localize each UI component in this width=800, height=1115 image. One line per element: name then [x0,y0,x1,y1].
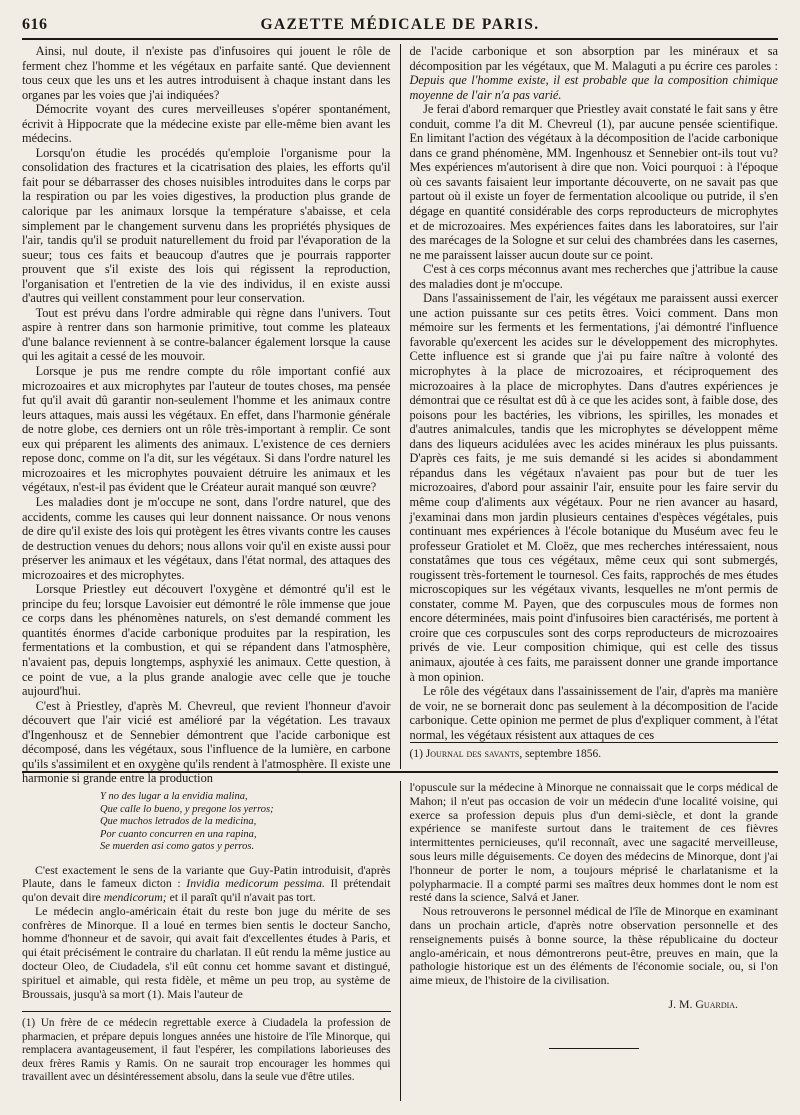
paragraph: Tout est prévu dans l'ordre admirable qui règne dans l'univers. Tout aspire à rentrer dans son harmonie primitive, tout comme les plateaux d'une balance reviennent à se contre-balancer également lorsque la cause qui les agitait a cessé de les mouvoir. [22,305,391,364]
paragraph: Je ferai d'abord remarquer que Priestley avait constaté le fait sans y être conduit, comme l'a dit M. Chevreul (1), par aucune pensée scientifique. En limitant l'action des végétaux à la décomposition de l'acide carbonique dans ce grand phénomène, MM. Ingenhousz et Sennebier ont-ils tout vu? Mes expériences m'autorisent à dire que non. Voici pourquoi : à l'époque où ces savants faisaient leur importante découverte, on ne savait pas que partout où il existe un foyer de fermentation alcoolique ou putride, il s'en dégage en quantité considérable des corps reproducteurs de microphytes et de microzoaires. Mes expériences faites dans les laboratoires, sur l'air des marécages de la Sologne et sur celui des chambrées dans les casernes, ne me paraissent laisser aucun doute sur ce point. [409,102,778,262]
paragraph-text: C'est exactement le sens de la variante que Guy-Patin introduisit, d'après Plaute, dans le fameux dicton : [22,862,391,891]
verse-line: Que muchos letrados de la medicina, [100,816,257,827]
paragraph [410,44,779,102]
paragraph: Le médecin anglo-américain était du reste bon juge du mérite de ses confrères de Minorque. Il a loué en termes bien sentis le docteur Sancho, homme d'honneur et de savoir, qui avait fait d'excellentes études à Paris, et qui était précisément le contraire du charlatan. Il eût rendu la même justice au docteur Oleo, de Ciudadela, s'il eût connu cet homme savant et distingué, spirituel et aimable, qui resta fidèle, et même un peu trop, au système de Broussais, jusqu'à sa mort (1). Mais l'auteur de [22,903,391,1001]
spanish-verse [100,791,391,854]
right-column [400,44,779,769]
feuilleton-right-column [400,781,779,1101]
header-rule [22,38,778,40]
paragraph: Nous retrouverons le personnel médical de l'île de Minorque en examinant dans un prochain article, d'après notre observation personnelle et des renseignements puisés à bonne source, la thèse républicaine du docteur anglo-américain, et nous démontrerons peut-être, preuves en main, que la pathologie historique est un des éléments de l'économie sociale, ou, si l'on aime mieux, de l'histoire de la civilisation. [409,904,778,988]
paragraph-text: de l'acide carbonique et son absorption par les minéraux et sa décomposition par les végétaux, que M. Malaguti a pu écrire ces paroles : [409,44,778,73]
verse-line: Y no des lugar a la envidia malina, [100,791,248,802]
feuilleton-left-column [22,781,400,1101]
article-body [22,44,778,786]
feuilleton [22,781,778,1101]
latin-dictum: Invidia medicorum pessima. [186,876,325,891]
paragraph: Lorsque Priestley eut découvert l'oxygène et démontré qu'il est le principe du feu; lorsque Lavoisier eut démontré le rôle immense que joue ce corps dans les phénomènes naturels, on s'est demandé comment les quantités énormes d'acide carbonique produites par la respiration, les fermentations et la combustion, et qui se répandent dans l'atmosphère, n'avaient pas, depuis longtemps, asphyxié les animaux. Cette question, à ce point de vue, a la plus grande analogie avec celle que je touche aujourd'hui. [22,582,391,699]
footnote-date: , septembre 1856. [519,748,602,761]
footnote-number: (1) [409,748,426,761]
paragraph-text: Il prétendait qu'on devait dire [22,876,391,905]
paragraph: Lorsque je pus me rendre compte du rôle important confié aux microzoaires et aux microphytes par l'auteur de toutes choses, ma pensée fut qu'il avait dû garantir non-seulement l'homme et les animaux contre leurs attaques, mais aussi les végétaux. En effet, dans l'harmonie générale de notre globe, ces derniers ont un rôle très-important à remplir. Ce sont eux qui préparent les aliments des animaux. L'existence de ces derniers repose donc, comme on l'a dit, sur les végétaux. Si dans l'ordre naturel les microzoaires et les microphytes pouvaient détruire les animaux et les végétaux, n'est-il pas évident que le Créateur aurait manqué son œuvre? [22,364,391,495]
left-column [22,44,400,786]
paragraph: Ainsi, nul doute, il n'existe pas d'infusoires qui jouent le rôle de ferment chez l'homme et les végétaux en parfaite santé. Que deviennent tous ceux que les uns et les autres introduisent à chaque instant dans les organes par les voies que j'ai indiquées? [22,44,391,102]
end-rule [549,1048,639,1049]
footnote [410,742,779,762]
paragraph: Les maladies dont je m'occupe ne sont, dans l'ordre naturel, que des accidents, comme les causes qui leur donnent naissance. Or nous venons de dire qu'il existe des lois qui protègent les êtres vivants contre les causes de destruction venues du dehors; nous allons voir qu'il en existe aussi pour préserver les animaux et les végétaux, dans l'état normal, des attaques des microzoaires et des microphytes. [22,494,391,582]
paragraph: Démocrite voyant des cures merveilleuses s'opérer spontanément, écrivit à Hippocrate que la médecine existe par elle-même bien avant les médecins. [22,102,391,146]
author-signature: J. M. Guardia. [668,996,738,1011]
paragraph: Dans l'assainissement de l'air, les végétaux me paraissent aussi exercer une action puissante sur ces petits êtres. Voici comment. Dans mon mémoire sur les ferments et les fermentations, j'ai démontré l'influence favorable qu'exercent les acides sur le développement des microphytes. Cette influence est si grande que j'ai pu faire naître à volonté des microphytes à la place de microzoaires, et réciproquement des microzoaires à la place de microphytes. Dans d'autres expériences je démontrai que ce résultat est dû à ce que les acides sont, à faible dose, des poisons pour les bactéries, les vibrions, les spirilles, les monades et d'autres animalcules, tandis que les microphytes se développent même dans des liqueurs acidulées avec les acides minéraux les plus puissants. D'après ces faits, je me suis demandé si les acides si abondamment répandus dans les végétaux n'avaient pas pour but de tuer les microzoaires, d'abord pour assainir l'air, ensuite pour les faire servir du même coup d'aliments aux végétaux. Pour ne rien avancer au hasard, j'examinai dans mon jardin plusieurs centaines d'espèces végétales, puis continuant mes expériences à l'école botanique du Muséum avec feu le professeur Gratiolet et M. Cloëz, que mes recherches intéressaient, nous constatâmes que tous ces végétaux, même ceux qui sont submergés, rougissent très-fortement le tournesol. Ces faits, rapprochés de mes études microscopiques sur les végétaux vivants, lesquelles ne m'ont permis de constater, comme M. Payen, que des corpuscules mous de formes non encore déterminées, mais point d'infusoires bien caractérisés, me portent à croire que ces corpuscules sont des corps reproducteurs de microzoaires privés de vie. Leur composition chimique, qui est celle des tissus animaux, ajoutée à ces faits, me paraissent donner une grande importance à mon opinion. [409,291,778,684]
paragraph: Lorsqu'on étudie les procédés qu'emploie l'organisme pour la consolidation des fractures et la cicatrisation des plaies, les efforts qu'il fait pour se débarrasser des choses nuisibles introduites dans le corps par la respiration ou par les voies digestives, la production plus grande de calorique par les animaux lorsque la température s'abaisse, et cela simplement par le changement survenu dans les propriétés physiques de l'air, tandis qu'il se produit naturellement du froid par l'évaporation de la sueur; tous ces faits et beaucoup d'autres que je pourrais rapporter prouvent que s'il existe des lois qui régissent la reproduction, l'organisation et l'entretien de la vie des individus, il en existe aussi d'autres qui veillent constamment pour leur conservation. [22,145,391,306]
paragraph: Le rôle des végétaux dans l'assainissement de l'air, d'après ma manière de voir, ne se bornerait donc pas seulement à la décomposition de l'acide carbonique. Cette opinion me permet de plus d'expliquer comment, à l'état normal, les végétaux résistent aux attaques de ces [409,684,778,742]
latin-word: mendicorum; [103,890,167,905]
paragraph: l'opuscule sur la médecine à Minorque ne connaissait que le corps médical de Mahon; il n'eut pas occasion de voir un médecin d'une localité voisine, qui exerce sa profession depuis plus d'un demi-siècle, et dont la grande expérience se manifeste surtout dans le traitement de ces fièvres intermittentes pernicieuses, qu'il reconnaît, avec une sagacité merveilleuse, sous leurs mille déguisements. Ce doyen des médecins de Minorque, dont j'ai l'honneur de porter le nom, a toujours méprisé le charlatanisme et la polypharmacie. Il a compté parmi ses maîtres deux hommes dont le nom est resté dans la science, Salvá et Janer. [409,780,778,905]
verse-line: Se muerden asi como gatos y perros. [100,841,255,852]
malaguti-quote: Depuis que l'homme existe, il est probable que la composition chimique moyenne de l'air n'a pas varié. [409,73,778,102]
verse-line: Por cuanto concurren en una rapina, [100,828,257,840]
page-header [22,14,778,36]
journal-title: GAZETTE MÉDICALE DE PARIS. [260,16,540,33]
paragraph: C'est à Priestley, d'après M. Chevreul, que revient l'honneur d'avoir découvert que l'air vicié est amélioré par la végétation. Les travaux d'Ingenhousz et de Sennebier démontrent que l'acide carbonique est décomposé, dans les végétaux, sous l'influence de la lumière, en carbone qu'ils s'assimilent et en oxygène qu'ils rendent à l'atmosphère. Il existe une harmonie si grande entre la production [22,698,391,786]
verse-line: Que calle lo bueno, y pregone los yerros; [100,803,274,815]
paragraph: C'est à ces corps méconnus avant mes recherches que j'attribue la cause des maladies dont je m'occupe. [409,262,778,291]
footnote: (1) Un frère de ce médecin regrettable exerce à Ciudadela la profession de pharmacien, et prépare depuis longues années une histoire de l'île Minorque, qui remplacera avantageusement, il faut l'espérer, les compilations laborieuses des deux frères Ramis y Ramis. On ne saurait trop encourager les hommes qui travaillent avec un désintéressement absolu, dans la seule vue d'être utiles. [22,1011,391,1084]
footnote-source: Journal des savants [425,748,520,761]
paragraph-text: et il paraît qu'il n'avait pas tort. [166,890,316,905]
paragraph [22,864,391,905]
page-number: 616 [22,16,48,33]
